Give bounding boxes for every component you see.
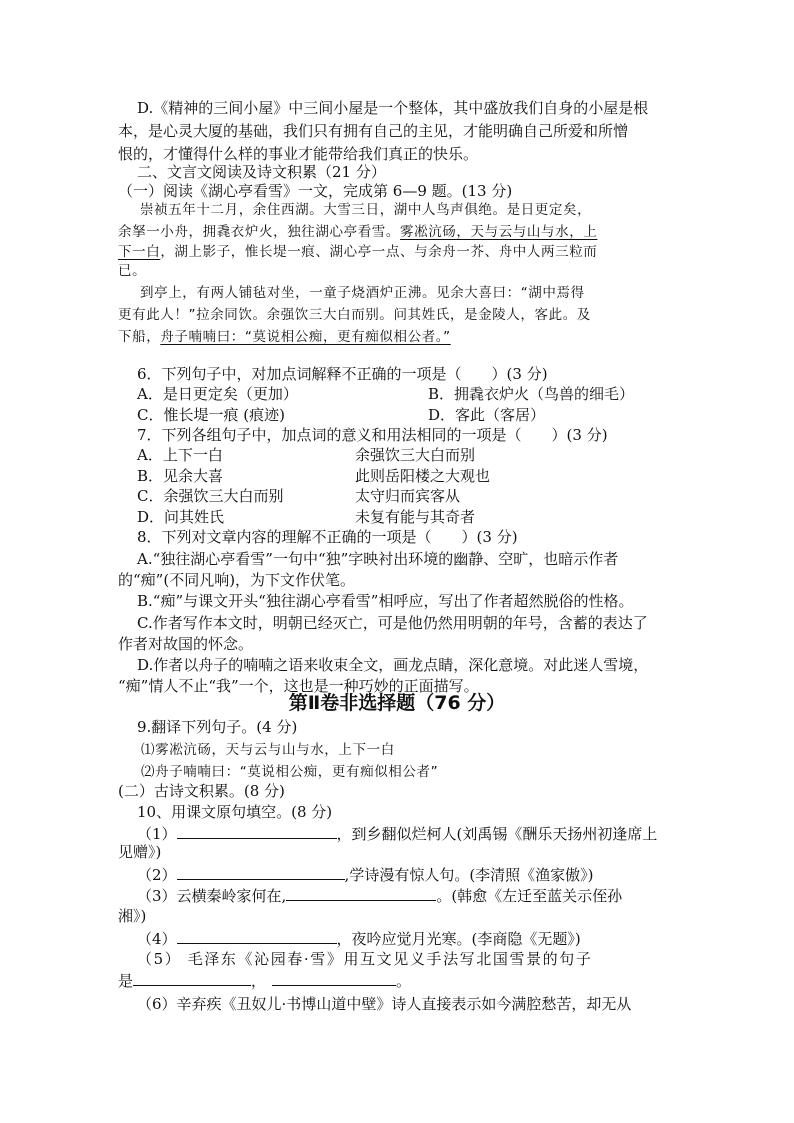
question-6-option-c: C．惟长堤一痕 (痕迹) (137, 406, 285, 424)
question-7-option-b-left: B．见余大喜 (137, 467, 224, 485)
question-8-option-c-line-1: C.作者写作本文时，明朝已经灭亡，可是他仍然用明朝的年号，含蓄的表达了 (137, 614, 648, 632)
passage-line-2 (118, 222, 597, 242)
question-8-option-d-line-1: D.作者以舟子的喃喃之语来收束全文，画龙点睛，深化意境。对此迷人雪境， (137, 656, 649, 674)
question-7: 7．下列各组句子中，加点词的意义和用法相同的一项是（ ）(3 分) (137, 426, 608, 444)
fill-item-3 (137, 885, 622, 906)
item-text: ，到乡翻似烂柯人(刘禹锡《酬乐天扬州初逢席上 (336, 825, 658, 843)
passage-text: 余拏一小舟，拥毳衣炉火，独往湖心亭看雪。 (118, 224, 400, 240)
answer-blank[interactable] (177, 928, 337, 944)
item-number: （2） (137, 866, 177, 884)
question-7-option-b-right: 此则岳阳楼之大观也 (355, 467, 491, 485)
item-number: （1） (137, 825, 177, 843)
fill-item-4 (137, 928, 581, 949)
answer-blank[interactable] (272, 970, 396, 986)
answer-blank[interactable] (286, 885, 436, 901)
question-9-item-2: ⑵舟子喃喃曰：“莫说相公痴，更有痴似相公者” (141, 764, 439, 780)
passage-line-4: 已。 (118, 263, 147, 279)
answer-blank[interactable] (177, 823, 337, 839)
question-6: 6．下列句子中，对加点词解释不正确的一项是（ ）(3 分) (137, 365, 548, 383)
item-text: ,学诗漫有惊人句。(李清照《渔家傲》) (344, 866, 594, 884)
passage-line-7 (118, 327, 451, 347)
question-7-option-a-right: 余强饮三大白而别 (355, 446, 476, 464)
fill-item-1-continued: 见赠》) (118, 843, 162, 861)
option-d-line-3: 恨的，才懂得什么样的事业才能带给我们真正的快乐。 (118, 145, 479, 163)
fill-item-5-answer-line (118, 970, 411, 991)
underlined-sentence: 下一白 (118, 244, 161, 260)
question-6-option-a: A．是日更定矣（更加） (137, 385, 298, 403)
underlined-sentence: 舟子喃喃曰：“莫说相公痴，更有痴似相公者。” (160, 329, 451, 345)
passage-line-6: 更有此人！”拉余同饮。余强饮三大白而别。问其姓氏，是金陵人，客此。及 (118, 307, 591, 323)
answer-blank[interactable] (133, 970, 251, 986)
question-6-option-d: D．客此（客居） (428, 406, 546, 424)
fill-item-1 (137, 823, 657, 844)
question-8-option-b: B.“痴”与课文开头“独往湖心亭看雪”相呼应，写出了作者超然脱俗的性格。 (137, 592, 634, 610)
passage-text: ，湖上影子，惟长堤一痕、湖心亭一点、与余舟一芥、舟中人两三粒而 (160, 244, 598, 260)
item-number: （4） (137, 930, 177, 948)
item-text: 是 (118, 972, 134, 990)
question-10: 10、用课文原句填空。(8 分) (137, 803, 333, 821)
question-7-option-d-left: D．问其姓氏 (137, 508, 225, 526)
passage-line-1: 崇祯五年十二月，余住西湖。大雪三日，湖中人鸟声俱绝。是日更定矣， (140, 202, 592, 218)
part-1-heading: （一）阅读《湖心亭看雪》一文，完成第 6—9 题。(13 分) (118, 182, 513, 200)
question-7-option-c-right: 太守归而宾客从 (355, 487, 461, 505)
item-text: ，夜吟应觉月光寒。(李商隐《无题》) (336, 930, 581, 948)
item-text: 。(韩愈《左迁至蓝关示侄孙 (436, 887, 623, 905)
question-7-option-a-left: A．上下一白 (137, 446, 223, 464)
item-text: 。 (396, 972, 412, 990)
part-2-heading: (二）古诗文积累。(8 分) (118, 782, 285, 800)
question-9-item-1: ⑴雾凇沆砀，天与云与山与水，上下一白 (141, 742, 395, 758)
part-2-title: 第Ⅱ卷非选择题（76 分） (288, 692, 506, 714)
passage-text: 下船， (118, 329, 161, 345)
fill-item-5: （5） 毛泽东《沁园春·雪》用互文见义手法写北国雪景的句子 (137, 950, 593, 968)
question-7-option-d-right: 未复有能与其奇者 (355, 508, 476, 526)
question-8: 8．下列对文章内容的理解不正确的一项是（ ）(3 分) (137, 528, 518, 546)
question-9: 9.翻译下列句子。(4 分) (137, 718, 298, 736)
answer-blank[interactable] (177, 864, 345, 880)
question-8-option-d-line-2: “痴”情人不止“我”一个，这也是一种巧妙的正面描写。 (118, 677, 479, 695)
item-text: ， (251, 972, 267, 990)
underlined-sentence: 雾凇沆砀，天与云与山与水，上 (400, 224, 598, 240)
question-8-option-a-line-2: 的“痴”(不同凡响)，为下文作伏笔。 (118, 571, 356, 589)
fill-item-2 (137, 864, 594, 885)
fill-item-6: （6）辛弃疾《丑奴儿·书博山道中壁》诗人直接表示如今满腔愁苦，却无从 (137, 995, 632, 1013)
passage-line-5: 到亭上，有两人铺毡对坐，一童子烧酒炉正沸。见余大喜曰：“湖中焉得 (140, 285, 585, 301)
passage-line-3 (118, 242, 597, 262)
question-8-option-a-line-1: A.“独往湖心亭看雪”一句中“独”字映衬出环境的幽静、空旷，也暗示作者 (137, 550, 619, 568)
section-2-heading: 二、文言文阅读及诗文积累（21 分） (137, 163, 386, 181)
fill-item-3-continued: 湘》) (118, 907, 147, 925)
option-d-line-2: 本，是心灵大厦的基础，我们只有拥有自己的主见，才能明确自己所爱和所憎 (118, 122, 629, 140)
question-8-option-c-line-2: 作者对故国的怀念。 (118, 635, 254, 653)
question-6-option-b: B．拥毳衣炉火（鸟兽的细毛） (428, 385, 635, 403)
option-d-line-1: D.《精神的三间小屋》中三间小屋是一个整体，其中盛放我们自身的小屋是根 (137, 99, 649, 117)
item-text: （3）云横秦岭家何在, (137, 887, 287, 905)
question-7-option-c-left: C．余强饮三大白而别 (137, 487, 284, 505)
